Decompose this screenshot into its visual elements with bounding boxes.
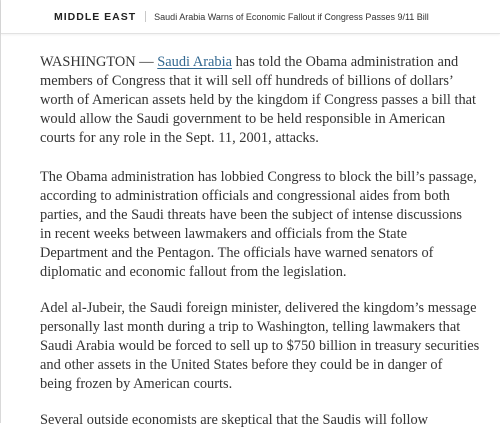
article-body — [40, 53, 495, 447]
article-paragraph-4 — [40, 411, 495, 430]
paragraph-text: in recent weeks between lawmakers and officials from the State — [40, 226, 407, 242]
paragraph-text: personally last month during a trip to Washington, telling lawmakers that — [40, 319, 461, 335]
article-paragraph-3 — [40, 299, 495, 394]
header-divider — [145, 11, 146, 22]
paragraph-text: courts for any role in the Sept. 11, 2001, attacks. — [40, 130, 319, 146]
dateline: WASHINGTON — — [40, 54, 158, 70]
paragraph-text: Saudi Arabia would be forced to sell up to $750 billion in treasury securities — [40, 338, 480, 354]
section-header-bar — [1, 0, 500, 34]
paragraph-text: being frozen by American courts. — [40, 376, 233, 392]
article-paragraph-1 — [40, 53, 495, 148]
paragraph-text: Adel al-Jubeir, the Saudi foreign minister, delivered the kingdom’s message — [40, 300, 477, 316]
paragraph-text: worth of American assets held by the kingdom if Congress passes a bill that — [40, 92, 477, 108]
saudi-arabia-link[interactable]: Saudi Arabia — [157, 54, 233, 70]
paragraph-text: and other assets in the United States before they could be in danger of — [40, 357, 443, 373]
paragraph-text: has told the Obama administration and — [232, 54, 459, 70]
paragraph-text: The Obama administration has lobbied Congress to block the bill’s passage, — [40, 169, 477, 185]
paragraph-text: Several outside economists are skeptical that the Saudis will follow — [40, 412, 429, 428]
paragraph-text: Department and the Pentagon. The officials have warned senators of — [40, 245, 434, 261]
paragraph-text: would allow the Saudi government to be held responsible in American — [40, 111, 446, 127]
section-label[interactable]: MIDDLE EAST — [54, 10, 137, 23]
paragraph-text: members of Congress that it will sell off hundreds of billions of dollars’ — [40, 73, 454, 89]
header-headline: Saudi Arabia Warns of Economic Fallout if Congress Passes 9/11 Bill — [154, 11, 429, 22]
paragraph-text: diplomatic and economic fallout from the legislation. — [40, 264, 347, 280]
paragraph-text: parties, and the Saudi threats have been the subject of intense discussions — [40, 207, 463, 223]
article-paragraph-2 — [40, 168, 495, 282]
paragraph-text: according to administration officials and congressional aides from both — [40, 188, 450, 204]
